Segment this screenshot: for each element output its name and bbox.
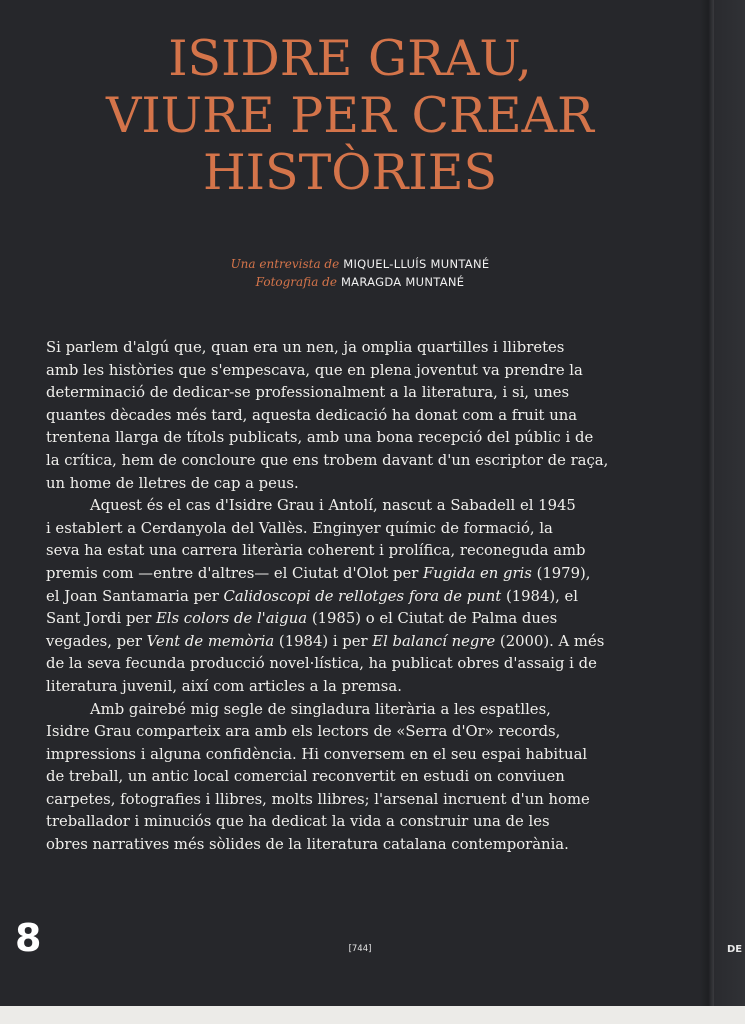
text-line: carpetes, fotografies i llibres, molts llibres; l'arsenal incruent d'un home [46, 790, 590, 808]
text-span: vegades, per [46, 632, 147, 650]
text-line: de la seva fecunda producció novel·lística, ha publicat obres d'assaig i de [46, 655, 597, 673]
book-title: Fugida en gris [422, 564, 532, 582]
text-line: quantes dècades més tard, aquesta dedicació ha donat com a fruit una [46, 406, 578, 424]
page-number: 8 [15, 916, 42, 960]
text-line: literatura juvenil, així com articles a la premsa. [46, 677, 402, 695]
text-line: trentena llarga de títols publicats, amb una bona recepció del públic i de [46, 429, 594, 447]
text-line [46, 608, 706, 631]
text-span: (1979), [531, 564, 591, 582]
text-line: Si parlem d'algú que, quan era un nen, ja omplia quartilles i llibretes [46, 339, 565, 356]
book-title: Els colors de l'aigua [155, 610, 308, 628]
interview-role: Una entrevista de [230, 257, 340, 271]
interviewer-name: MIQUEL-LLUÍS MUNTANÉ [343, 257, 490, 271]
text-line: Aquest és el cas d'Isidre Grau i Antolí, nascut a Sabadell el 1945 [90, 497, 576, 515]
text-line: un home de lletres de cap a peus. [46, 474, 299, 492]
title-line-2: VIURE PER CREAR [106, 87, 594, 144]
paragraph-1 [46, 337, 706, 495]
photographer-name: MARAGDA MUNTANÉ [340, 275, 465, 289]
text-line: la crítica, hem de concloure que ens trobem davant d'un escriptor de raça, [46, 451, 609, 469]
text-span: (2000). A més [495, 632, 605, 650]
page-gutter [700, 0, 714, 1006]
text-span: (1985) o el Ciutat de Palma dues [307, 610, 558, 628]
text-line [46, 586, 706, 609]
text-line [46, 631, 706, 654]
adjacent-page-edge [714, 0, 745, 1008]
photo-role: Fotografia de [255, 275, 337, 289]
text-line: obres narratives més sòlides de la literatura catalana contemporània. [46, 836, 569, 854]
text-line: Isidre Grau comparteix ara amb els lectors de «Serra d'Or» records, [46, 723, 561, 741]
adjacent-page-text: DE [727, 944, 743, 955]
text-span: Sant Jordi per [46, 610, 156, 628]
text-line: amb les històries que s'empescava, que en plena joventut va prendre la [46, 361, 583, 379]
text-line: i establert a Cerdanyola del Vallès. Enginyer químic de formació, la [46, 519, 553, 537]
title-line-1: ISIDRE GRAU, [168, 30, 532, 87]
text-line: seva ha estat una carrera literària coherent i prolífica, reconeguda amb [46, 542, 586, 560]
text-line: determinació de dedicar-se professionalment a la literatura, i si, unes [46, 384, 570, 402]
text-span: (1984), el [501, 587, 579, 605]
text-line: impressions i alguna confidència. Hi conversem en el seu espai habitual [46, 745, 588, 763]
article-credits [150, 255, 570, 291]
article-body [46, 337, 706, 857]
text-line [46, 563, 706, 586]
photo-credit [150, 273, 570, 291]
text-span: (1984) i per [274, 632, 373, 650]
paragraph-3 [46, 699, 706, 857]
book-title: Calidoscopi de rellotges fora de punt [223, 587, 502, 605]
book-title: Vent de memòria [146, 632, 275, 650]
article-title [0, 30, 700, 201]
paragraph-2 [46, 495, 706, 698]
title-line-3: HISTÒRIES [202, 144, 498, 201]
text-span: premis com —entre d'altres— el Ciutat d'Olot per [46, 564, 423, 582]
scan-margin [0, 1006, 745, 1024]
text-line: de treball, un antic local comercial reconvertit en estudi on conviuen [46, 768, 565, 786]
book-title: El balancí negre [372, 632, 496, 650]
interview-credit [150, 255, 570, 273]
text-span: el Joan Santamaria per [46, 587, 224, 605]
text-line: Amb gairebé mig segle de singladura literària a les espatlles, [90, 700, 551, 718]
text-line: treballador i minuciós que ha dedicat la vida a construir una de les [46, 813, 550, 831]
folio-number: [744] [348, 944, 372, 954]
